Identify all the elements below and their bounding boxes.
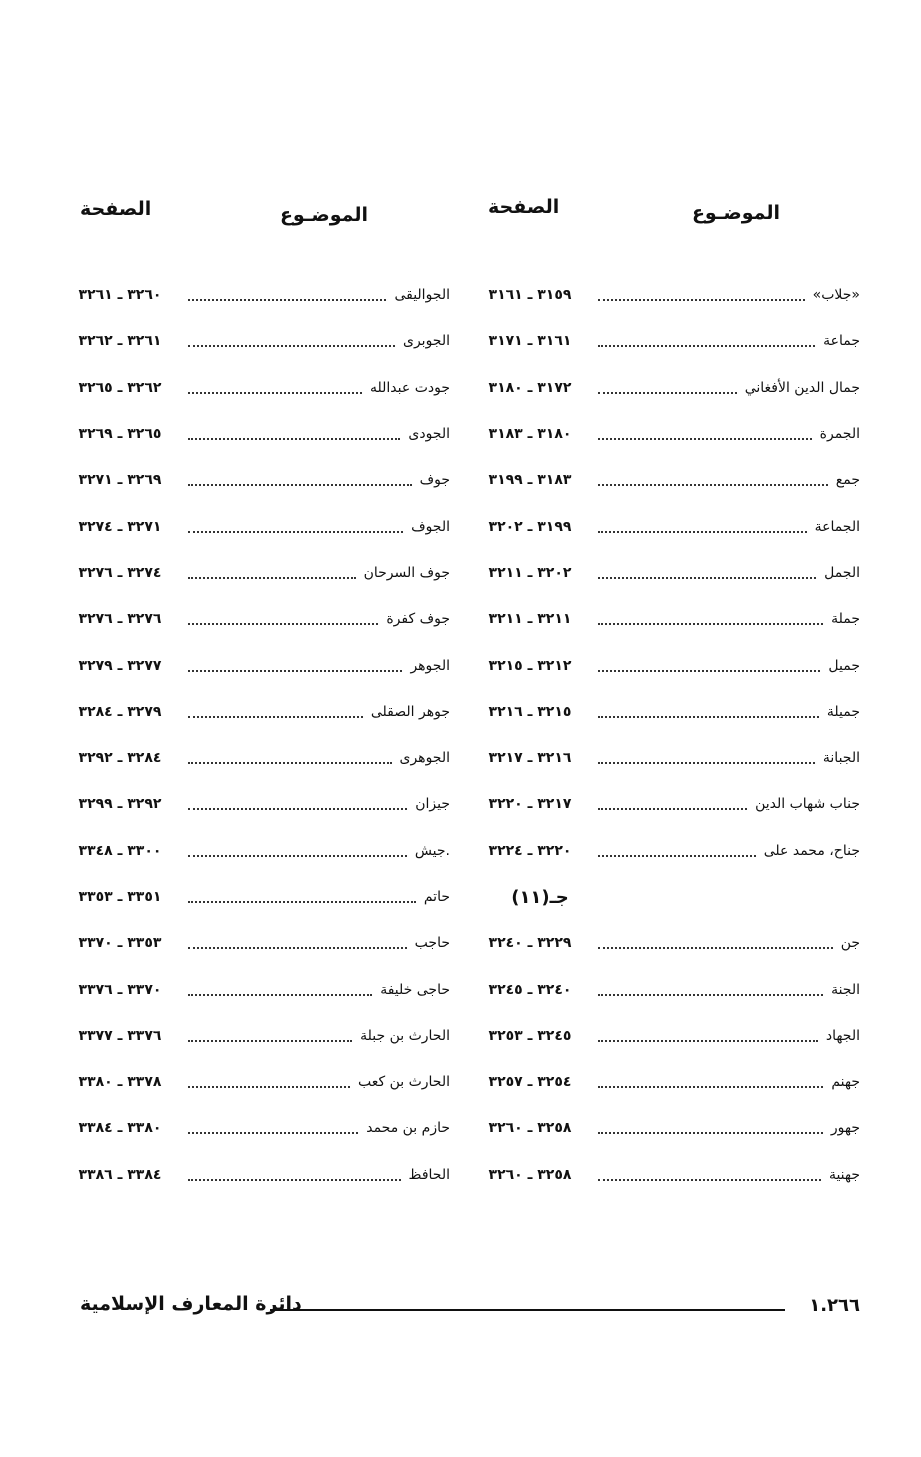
page-number: ١.٢٦٦ [809,1295,860,1316]
index-entry [60,1105,450,1151]
index-entry [60,457,450,503]
entry-pages: ٣٣٨٠ ـ ٣٣٨٤ [78,1120,162,1137]
dot-leader [188,299,386,301]
entry-topic: الجمرة [819,426,860,443]
index-entry [470,966,860,1012]
index-entry [60,1013,450,1059]
entry-pages: ٣٢٧٩ ـ ٣٢٨٤ [78,703,162,720]
entry-pages: ٣٢٦٩ ـ ٣٢٧١ [78,472,162,489]
dot-leader [598,531,807,533]
entry-topic: جوف كفرة [386,611,450,628]
section-divider [470,874,860,920]
index-entry [470,272,860,318]
index-entry [470,1059,860,1105]
topic-header: الموضـوع [691,202,780,224]
index-entry [470,550,860,596]
index-entry [60,1059,450,1105]
entry-topic: جيزان [415,796,450,813]
entry-topic: حازم بن محمد [366,1120,450,1137]
entry-topic: الجبانة [822,750,860,767]
index-entry [60,550,450,596]
entry-pages: ٣٢٦٥ ـ ٣٢٦٩ [78,426,162,443]
entry-topic: جملة [831,611,860,628]
dot-leader [188,1086,350,1088]
dot-leader [188,670,402,672]
entry-pages: ٣٢٦٢ ـ ٣٢٦٥ [78,379,162,396]
entry-pages: ٣٢٢٠ ـ ٣٢٢٤ [488,842,572,859]
entry-pages: ٣١٩٩ ـ ٣٢٠٢ [488,518,572,535]
dot-leader [598,670,820,672]
dot-leader [598,623,823,625]
index-entry [60,365,450,411]
dot-leader [598,1179,821,1181]
index-entry [60,596,450,642]
entry-topic: جوف السرحان [363,564,450,581]
entry-topic: جمع [835,472,860,489]
index-entry [470,920,860,966]
entry-pages: ٣٢٤٥ ـ ٣٢٥٣ [488,1027,572,1044]
index-entry [470,1105,860,1151]
index-entry [470,596,860,642]
index-entry [60,828,450,874]
index-entry [470,735,860,781]
index-entry [60,781,450,827]
entry-topic: جن [840,935,860,952]
dot-leader [598,947,833,949]
entry-pages: ٣٢٩٢ ـ ٣٢٩٩ [78,796,162,813]
index-entry [470,318,860,364]
entry-pages: ٣٣٥١ ـ ٣٣٥٣ [78,889,162,905]
dot-leader [188,855,407,857]
entry-topic: الجمل [824,564,860,581]
index-entry [60,689,450,735]
entry-pages: ٣٢٧٤ ـ ٣٢٧٦ [78,564,162,581]
entry-pages: ٣٢٧٦ ـ ٣٢٧٦ [78,611,162,628]
index-entry [470,365,860,411]
entry-topic: جهنية [828,1166,860,1183]
dot-leader [188,716,363,718]
index-entry [470,1152,860,1198]
entry-pages: ٣٢١٦ ـ ٣٢١٧ [488,750,572,767]
entry-pages: ٣٢٧١ ـ ٣٢٧٤ [78,518,162,535]
entry-topic: الحارث بن كعب [357,1074,450,1091]
dot-leader [188,994,372,996]
dot-leader [598,1132,823,1134]
entry-pages: ٣٢٥٤ ـ ٣٢٥٧ [488,1074,572,1091]
entry-topic: الجوهرى [399,750,450,767]
entry-topic: .جيش [414,842,450,859]
dot-leader [598,716,819,718]
entry-pages: ٣٢٦١ ـ ٣٢٦٢ [78,333,162,350]
right-entries-list [470,272,860,1198]
dot-leader [188,531,403,533]
dot-leader [188,901,416,903]
entry-pages: ٣٢٠٢ ـ ٣٢١١ [488,564,572,581]
left-column-header [60,196,450,236]
dot-leader [598,1086,823,1088]
index-entry [60,735,450,781]
entry-topic: الجوهر [410,657,450,674]
entry-topic: الحافظ [408,1166,450,1183]
index-entry [470,457,860,503]
entry-topic: جماعة [823,333,860,350]
entry-topic: حاجى خليفة [380,981,450,998]
index-entry [60,318,450,364]
entry-topic: الجماعة [814,518,860,535]
entry-topic: الجوبرى [402,333,450,350]
index-entry [470,828,860,874]
index-entry [470,642,860,688]
left-entries-list [60,272,450,1198]
entry-topic: جميل [828,657,860,674]
right-column-header [470,196,860,236]
dot-leader [188,438,400,440]
dot-leader [188,1179,401,1181]
index-entry [60,1152,450,1198]
index-entry [470,1013,860,1059]
entry-pages: ٣٢٢٩ ـ ٣٢٤٠ [488,935,572,952]
entry-topic: جمال الدين الأفغاني [744,379,860,396]
index-entry [60,503,450,549]
dot-leader [598,345,815,347]
entry-pages: ٣٣٥٣ ـ ٣٣٧٠ [78,935,162,952]
entry-topic: الجودى [408,426,450,443]
index-entry [470,503,860,549]
dot-leader [598,438,812,440]
entry-pages: ٣٣٧٠ ـ ٣٣٧٦ [78,981,162,998]
entry-topic: الجهاد [825,1027,860,1044]
dot-leader [598,577,816,579]
entry-pages: ٣١٥٩ ـ ٣١٦١ [488,287,572,304]
dot-leader [188,808,407,810]
dot-leader [598,1040,818,1042]
dot-leader [598,994,823,996]
dot-leader [188,762,392,764]
dot-leader [598,855,756,857]
dot-leader [188,1132,358,1134]
dot-leader [598,762,815,764]
entry-pages: ٣٢١٥ ـ ٣٢١٦ [488,703,572,720]
entry-pages: ٣٣٧٦ ـ ٣٣٧٧ [78,1027,162,1044]
page-header: الصفحة [80,198,152,220]
page-footer [60,1295,860,1325]
entry-topic: الحارث بن جبلة [360,1027,450,1044]
entry-topic: حاجب [414,935,450,952]
index-entry [470,781,860,827]
entry-topic: الجواليقى [394,287,450,304]
entry-topic: جوف [419,472,450,489]
entry-pages: ٣٢١٢ ـ ٣٢١٥ [488,657,572,674]
footer-rule [270,1309,785,1311]
entry-pages: ٣١٨٠ ـ ٣١٨٣ [488,426,572,443]
entry-pages: ٣٣٨٤ ـ ٣٣٨٦ [78,1166,162,1183]
entry-pages: ٣٣٧٨ ـ ٣٣٨٠ [78,1074,162,1091]
dot-leader [188,345,395,347]
entry-topic: جناب شهاب الدين [755,796,860,813]
entry-topic: جهنم [831,1074,860,1091]
page-header: الصفحة [488,196,560,218]
entry-pages: ٣١٨٣ ـ ٣١٩٩ [488,472,572,489]
entry-pages: ٣٢٧٧ ـ ٣٢٧٩ [78,657,162,674]
entry-pages: ٣٣٠٠ ـ ٣٣٤٨ [78,842,162,859]
entry-pages: ٣٢٦٠ ـ ٣٢٦١ [78,287,162,304]
entry-topic: الجنة [831,981,860,998]
entry-pages: ٣٢٨٤ ـ ٣٢٩٢ [78,750,162,767]
dot-leader [598,392,737,394]
entry-topic: جودت عبدالله [370,379,450,396]
index-entry [60,874,450,920]
dot-leader [188,623,378,625]
entry-pages: ٣٢٥٨ ـ ٣٢٦٠ [488,1166,572,1183]
dot-leader [188,484,412,486]
index-entry [60,411,450,457]
entry-topic: الجوف [411,518,450,535]
book-title: دائرة المعارف الإسلامية [80,1293,302,1315]
entry-pages: ٣١٧٢ ـ ٣١٨٠ [488,379,572,396]
topic-header: الموضـوع [279,204,368,226]
index-entry [60,966,450,1012]
index-entry [60,272,450,318]
index-entry [470,689,860,735]
dot-leader [598,299,805,301]
entry-topic: جناح، محمد على [763,842,860,859]
entry-topic: «جلاب» [812,287,860,304]
entry-pages: ٣٢١٧ ـ ٣٢٢٠ [488,796,572,813]
entry-pages: ٣١٦١ ـ ٣١٧١ [488,333,572,350]
entry-topic: جهور [830,1120,860,1137]
dot-leader [598,484,828,486]
dot-leader [188,1040,352,1042]
entry-pages: ٣٢٥٨ ـ ٣٢٦٠ [488,1120,572,1137]
dot-leader [188,577,356,579]
index-entry [60,920,450,966]
dot-leader [188,947,407,949]
entry-pages: ٣٢٤٠ ـ ٣٢٤٥ [488,981,572,998]
index-entry [470,411,860,457]
entry-topic: جميلة [826,703,860,720]
entry-pages: ٣٢١١ ـ ٣٢١١ [488,611,572,628]
entry-topic: حاتم [423,889,450,905]
dot-leader [598,808,747,810]
section-label: جـ(١١) [511,886,569,908]
dot-leader [188,392,362,394]
entry-topic: جوهر الصقلى [370,703,450,720]
index-entry [60,642,450,688]
